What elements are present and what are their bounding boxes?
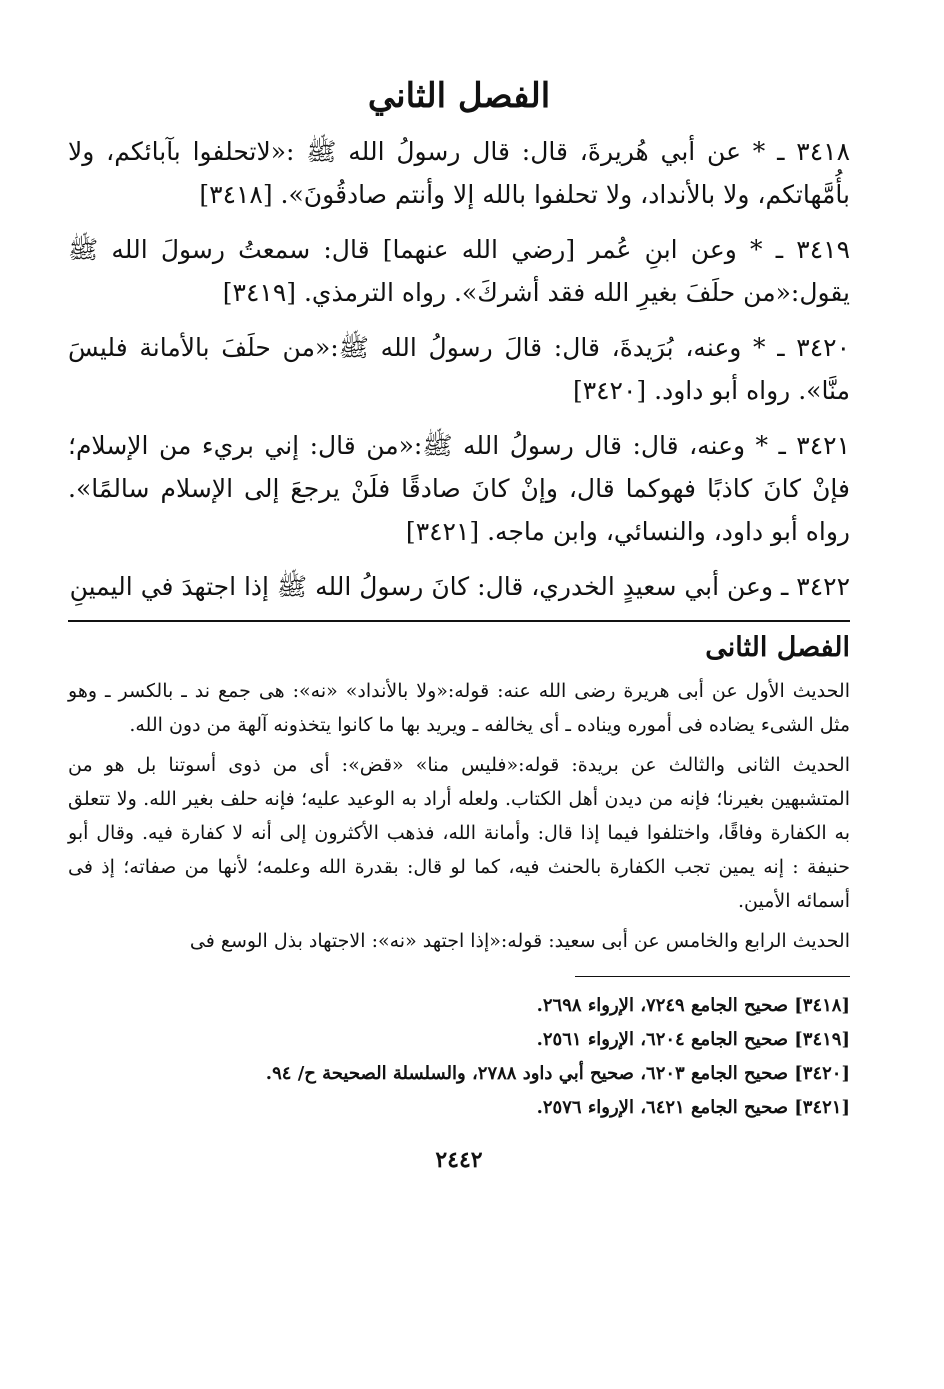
page-number: ٢٤٤٢ xyxy=(435,1147,483,1173)
commentary-paragraph: الحديث الرابع والخامس عن أبى سعيد: قوله:«إذا اجتهد «نه»: الاجتهاد بذل الوسع فى xyxy=(189,930,850,952)
hadith-3419: ٣٤١٩ ـ * وعن ابنِ عُمر [رضي الله عنهما] قال: سمعتُ رسولَ الله ﷺ يقول:«من حلَفَ بغيرِ الله فقد أشركَ». رواه الترمذي. [٣٤١٩] xyxy=(68,235,850,307)
commentary-title: الفصل الثانى xyxy=(705,632,850,663)
footnote: [٣٤٢١] صحيح الجامع ٦٤٢١، الإرواء ٢٥٧٦. xyxy=(536,1097,850,1118)
commentary-paragraph: الحديث الثانى والثالث عن بريدة: قوله:«فليس منا» «قض»: أى من ذوى أسوتنا بل هو من المتشبهين بغيرنا؛ فإنه من ديدن أهل الكتاب. ولعله أراد به الوعيد عليه؛ فإنه حلف بغير الله. ولا تتعلق به الكفارة وفاقًا، واختلفوا فيما إذا قال: وأمانة الله، فذهب الأكثرون إلى أنه لا كفارة فيه. وقال أبو حنيفة : إنه يمين تجب الكفارة بالحنث فيه، كما لو قال: بقدرة الله وعلمه؛ لأنها من صفاته؛ إذ فى أسمائه الأمين. xyxy=(68,754,850,912)
footnote: [٣٤١٨] صحيح الجامع ٧٢٤٩، الإرواء ٢٦٩٨. xyxy=(536,995,850,1016)
commentary-paragraph: الحديث الأول عن أبى هريرة رضى الله عنه: قوله:«ولا بالأنداد» «نه»: هى جمع ند ـ بالكسر ـ وهو مثل الشىء يضاده فى أموره ويناده ـ أى يخالفه ـ ويريد بها ما كانوا يتخذونه آلهة من دون الله. xyxy=(68,680,850,736)
section-divider xyxy=(68,620,850,622)
hadith-3420: ٣٤٢٠ ـ * وعنه، بُرَيدةَ، قال: قالَ رسولُ الله ﷺ:«من حلَفَ بالأمانة فليسَ منَّا». رواه أبو داود. [٣٤٢٠] xyxy=(68,333,850,405)
hadith-3421: ٣٤٢١ ـ * وعنه، قال: قال رسولُ الله ﷺ:«من قال: إني بريء من الإسلام؛ فإنْ كانَ كاذبًا فهوكما قال، وإنْ كانَ صادقًا فلَنْ يرجعَ إلى الإسلام سالمًا». رواه أبو داود، والنسائي، وابن ماجه. [٣٤٢١] xyxy=(68,431,850,546)
chapter-title: الفصل الثاني xyxy=(367,76,551,116)
footnote-rule xyxy=(575,976,850,977)
book-page xyxy=(68,60,850,1360)
hadith-3422: ٣٤٢٢ ـ وعن أبي سعيدٍ الخدري، قال: كانَ رسولُ الله ﷺ إذا اجتهدَ في اليمينِ xyxy=(69,572,850,601)
footnote: [٣٤٢٠] صحيح الجامع ٦٢٠٣، صحيح أبي داود ٢٧٨٨، والسلسلة الصحيحة ح/ ٩٤. xyxy=(265,1063,850,1084)
hadith-3418: ٣٤١٨ ـ * عن أبي هُريرةَ، قال: قال رسولُ الله ﷺ :«لاتحلفوا بآبائكم، ولا بأُمَّهاتكم، ولا بالأنداد، ولا تحلفوا بالله إلا وأنتم صادقُونَ». [٣٤١٨] xyxy=(68,137,850,209)
footnote: [٣٤١٩] صحيح الجامع ٦٢٠٤، الإرواء ٢٥٦١. xyxy=(536,1029,850,1050)
